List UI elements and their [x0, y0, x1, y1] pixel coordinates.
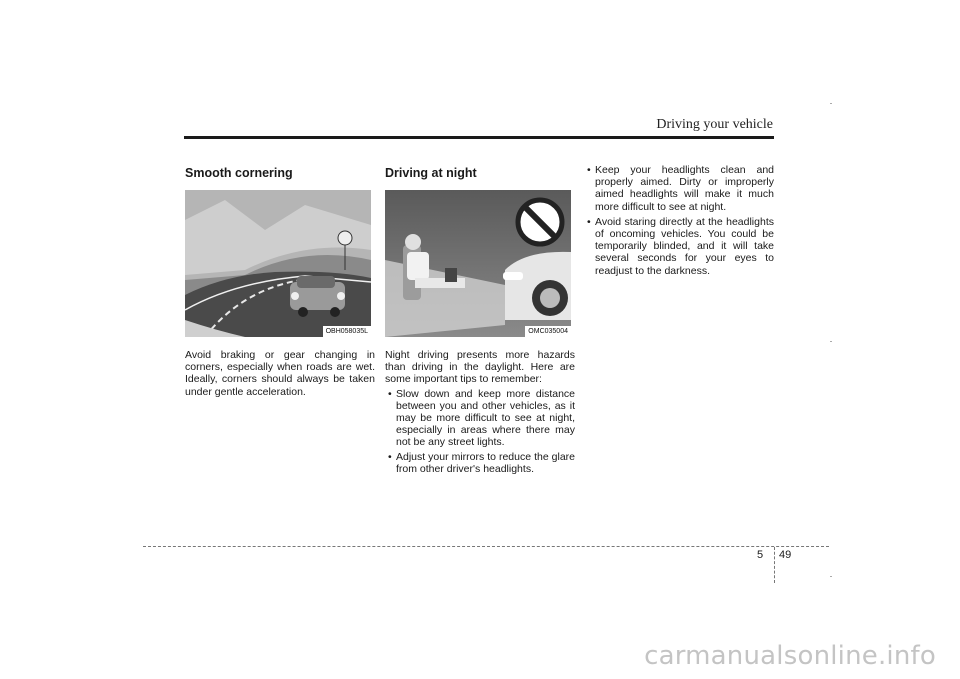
paragraph-night-intro: Night driving presents more hazards than driving in the daylight. Here are some important tips to remember:: [385, 349, 575, 386]
night-tips-list-continued: [584, 164, 774, 277]
figure-code: OBH058035L: [323, 326, 371, 337]
column-night-tips-continued: [584, 160, 774, 277]
page-number: 49: [779, 549, 792, 561]
section-header-title: Driving your vehicle: [656, 117, 773, 132]
list-item: • Adjust your mirrors to reduce the glare from other driver's headlights.: [385, 451, 575, 475]
crop-mark: [830, 103, 832, 104]
night-driving-illustration: [385, 190, 571, 337]
header-rule: [184, 136, 774, 139]
figure-cornering-illustration: [185, 190, 371, 337]
heading-smooth-cornering: Smooth cornering: [185, 166, 293, 180]
footer-rule: [143, 546, 829, 547]
crop-mark: [830, 341, 832, 342]
page-number-divider: [774, 547, 775, 583]
list-item: • Slow down and keep more distance between you and other vehicles, as it may be more difficult to see at night, especially in areas where there may not be any street lights.: [385, 388, 575, 449]
crop-mark: [830, 576, 832, 577]
night-tips-list: [385, 388, 575, 475]
figure-night-driving-illustration: [385, 190, 571, 337]
chapter-number: 5: [757, 549, 764, 561]
list-item: • Keep your headlights clean and properly aimed. Dirty or improperly aimed headlights will make it much more difficult to see at night.: [584, 164, 774, 213]
list-item: • Avoid staring directly at the headlights of oncoming vehicles. You could be temporarily blinded, and it will take several seconds for your eyes to readjust to the darkness.: [584, 216, 774, 277]
paragraph-cornering: Avoid braking or gear changing in corners, especially when roads are wet. Ideally, corners should always be taken under gentle acceleration.: [185, 349, 375, 398]
column-smooth-cornering: [185, 160, 375, 398]
heading-driving-at-night: Driving at night: [385, 166, 477, 180]
column-driving-at-night: [385, 160, 575, 475]
cornering-road-illustration: [185, 190, 371, 337]
figure-code: OMC035004: [525, 326, 571, 337]
watermark: carmanualsonline.info: [644, 641, 936, 671]
